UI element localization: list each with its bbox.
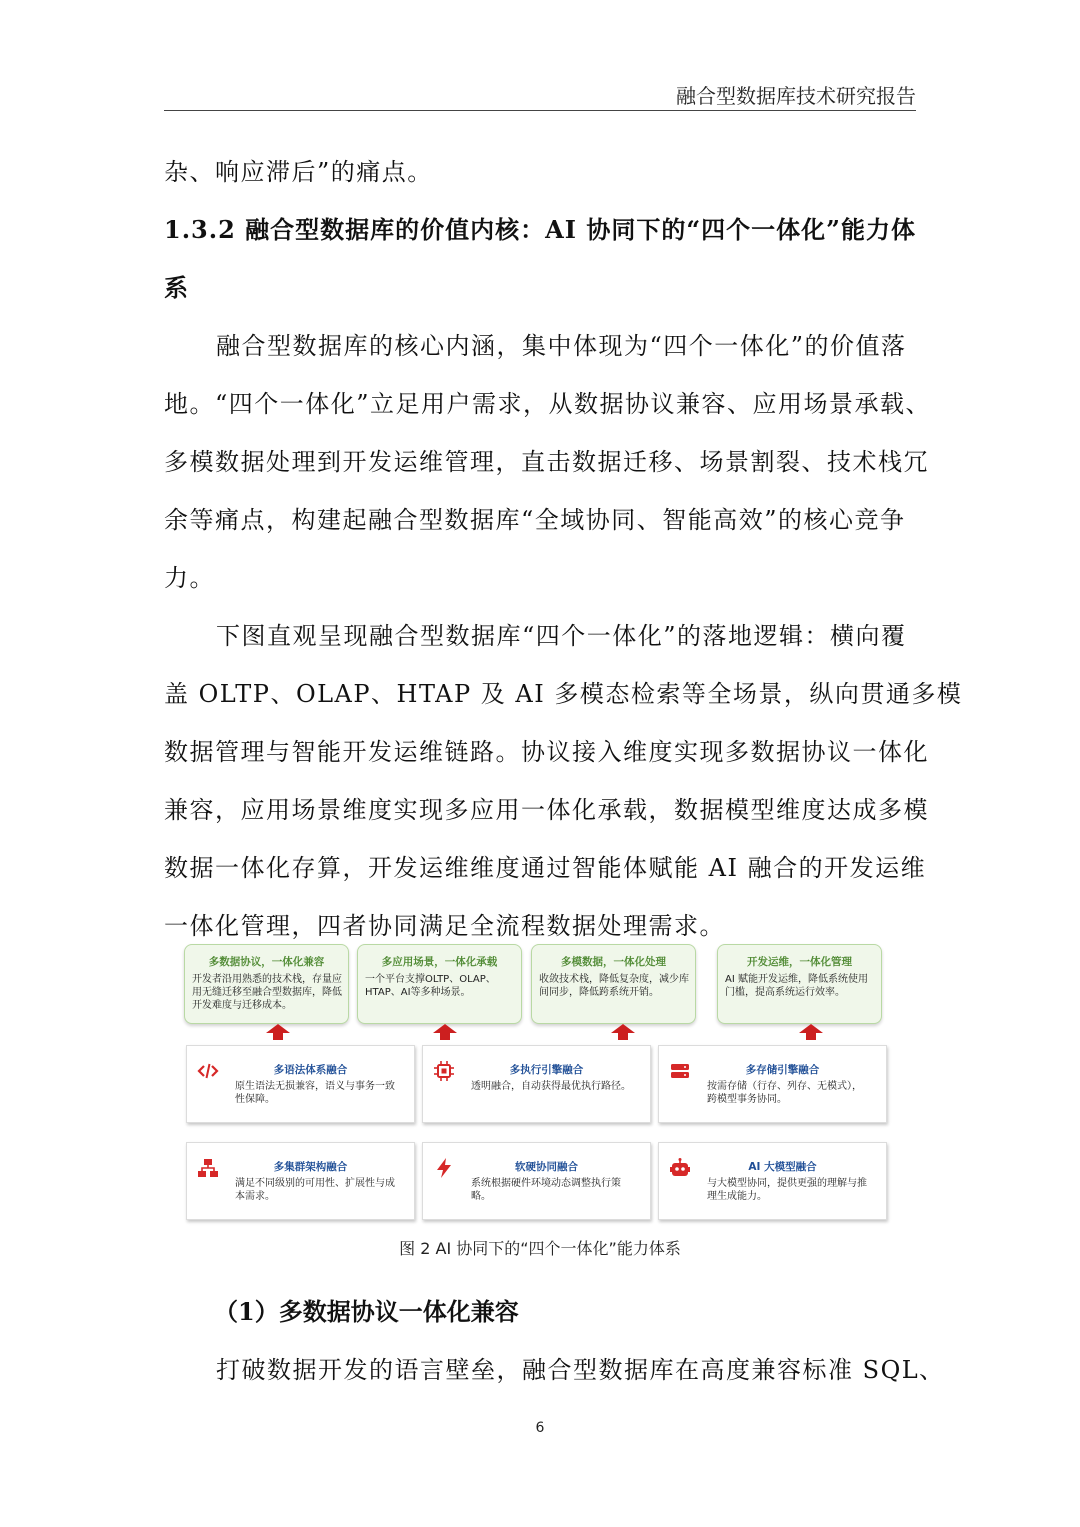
top-card-title: 开发运维，一体化管理: [747, 956, 852, 968]
feature-card-cluster: [186, 1142, 415, 1220]
paragraph-line: 多模数据处理到开发运维管理，直击数据迁移、场景割裂、技术栈冗: [164, 448, 929, 476]
figure-caption: 图 2 AI 协同下的“四个一体化”能力体系: [399, 1239, 681, 1258]
paragraph-line: 数据管理与智能开发运维链路。协议接入维度实现多数据协议一体化: [164, 738, 929, 766]
text-line: 杂、响应滞后”的痛点。: [164, 158, 433, 186]
running-header-title: 融合型数据库技术研究报告: [676, 84, 916, 108]
chip-icon: [433, 1060, 455, 1082]
feature-desc: 透明融合，自动获得最优执行路径。: [471, 1081, 631, 1092]
top-card-title: 多模数据，一体化处理: [561, 956, 666, 968]
feature-desc: 按需存储（行存、列存、无模式），跨模型事务协同。: [707, 1081, 862, 1105]
paragraph-line: 融合型数据库的核心内涵，集中体现为“四个一体化”的价值落: [216, 332, 907, 360]
top-card-multimodel: [531, 944, 696, 1024]
top-card-title: 多数据协议，一体化兼容: [208, 956, 325, 968]
network-icon: [197, 1157, 219, 1179]
top-card-desc: 收敛技术栈，降低复杂度，减少库间同步，降低跨系统开销。: [539, 974, 689, 998]
feature-title: 多集群架构融合: [273, 1161, 348, 1173]
code-icon: [197, 1060, 219, 1082]
up-arrow-icon: [610, 1023, 636, 1041]
feature-desc: 与大模型协同，提供更强的理解与推理生成能力。: [707, 1178, 867, 1202]
paragraph-line: 力。: [164, 564, 215, 592]
up-arrow-icon: [798, 1023, 824, 1041]
paragraph-line: 打破数据开发的语言壁垒，融合型数据库在高度兼容标准 SQL、: [216, 1356, 945, 1384]
feature-desc: 系统根据硬件环境动态调整执行策略。: [471, 1178, 621, 1202]
header-rule: [164, 110, 916, 111]
feature-card-hardware: [422, 1142, 651, 1220]
top-card-scenario: [357, 944, 522, 1024]
section-heading-cont: 系: [164, 273, 189, 302]
lightning-icon: [433, 1157, 455, 1179]
paragraph-line: 兼容，应用场景维度实现多应用一体化承载，数据模型维度达成多模: [164, 796, 929, 824]
section-heading: 1.3.2 融合型数据库的价值内核：AI 协同下的“四个一体化”能力体: [164, 215, 916, 244]
top-card-desc: AI 赋能开发运维，降低系统使用门槛，提高系统运行效率。: [725, 974, 868, 998]
feature-card-ai-model: [658, 1142, 887, 1220]
paragraph-line: 余等痛点，构建起融合型数据库“全域协同、智能高效”的核心竞争: [164, 506, 906, 534]
subsection-heading: （1）多数据协议一体化兼容: [214, 1297, 519, 1326]
top-card-desc: 一个平台支撑OLTP、OLAP、HTAP、AI等多种场景。: [365, 974, 496, 998]
paragraph-line: 一体化管理，四者协同满足全流程数据处理需求。: [164, 912, 725, 940]
paragraph-line: 数据一体化存算，开发运维维度通过智能体赋能 AI 融合的开发运维: [164, 854, 927, 882]
top-card-devops: [717, 944, 882, 1024]
up-arrow-icon: [432, 1023, 458, 1041]
capability-figure: [180, 944, 892, 1226]
feature-card-syntax: [186, 1045, 415, 1123]
paragraph-line: 盖 OLTP、OLAP、HTAP 及 AI 多模态检索等全场景，纵向贯通多模: [164, 680, 963, 708]
feature-desc: 满足不同级别的可用性、扩展性与成本需求。: [235, 1178, 395, 1202]
feature-card-storage: [658, 1045, 887, 1123]
feature-desc: 原生语法无损兼容，语义与事务一致性保障。: [235, 1081, 395, 1105]
feature-title: 多存储引擎融合: [745, 1064, 820, 1076]
up-arrow-icon: [265, 1023, 291, 1041]
page-number: 6: [535, 1420, 545, 1436]
top-card-desc: 开发者沿用熟悉的技术栈，存量应用无缝迁移至融合型数据库，降低开发难度与迁移成本。: [192, 974, 342, 1011]
storage-icon: [669, 1060, 691, 1082]
top-card-protocol: [184, 944, 349, 1024]
paragraph-line: 地。“四个一体化”立足用户需求，从数据协议兼容、应用场景承载、: [164, 390, 932, 418]
paragraph-line: 下图直观呈现融合型数据库“四个一体化”的落地逻辑：横向覆: [216, 622, 907, 650]
robot-icon: [669, 1157, 691, 1179]
feature-title: AI 大模型融合: [748, 1161, 817, 1173]
feature-title: 多执行引擎融合: [509, 1064, 584, 1076]
feature-card-engine: [422, 1045, 651, 1123]
feature-title: 软硬协同融合: [515, 1161, 578, 1173]
feature-title: 多语法体系融合: [273, 1064, 348, 1076]
top-card-title: 多应用场景，一体化承载: [381, 956, 498, 968]
